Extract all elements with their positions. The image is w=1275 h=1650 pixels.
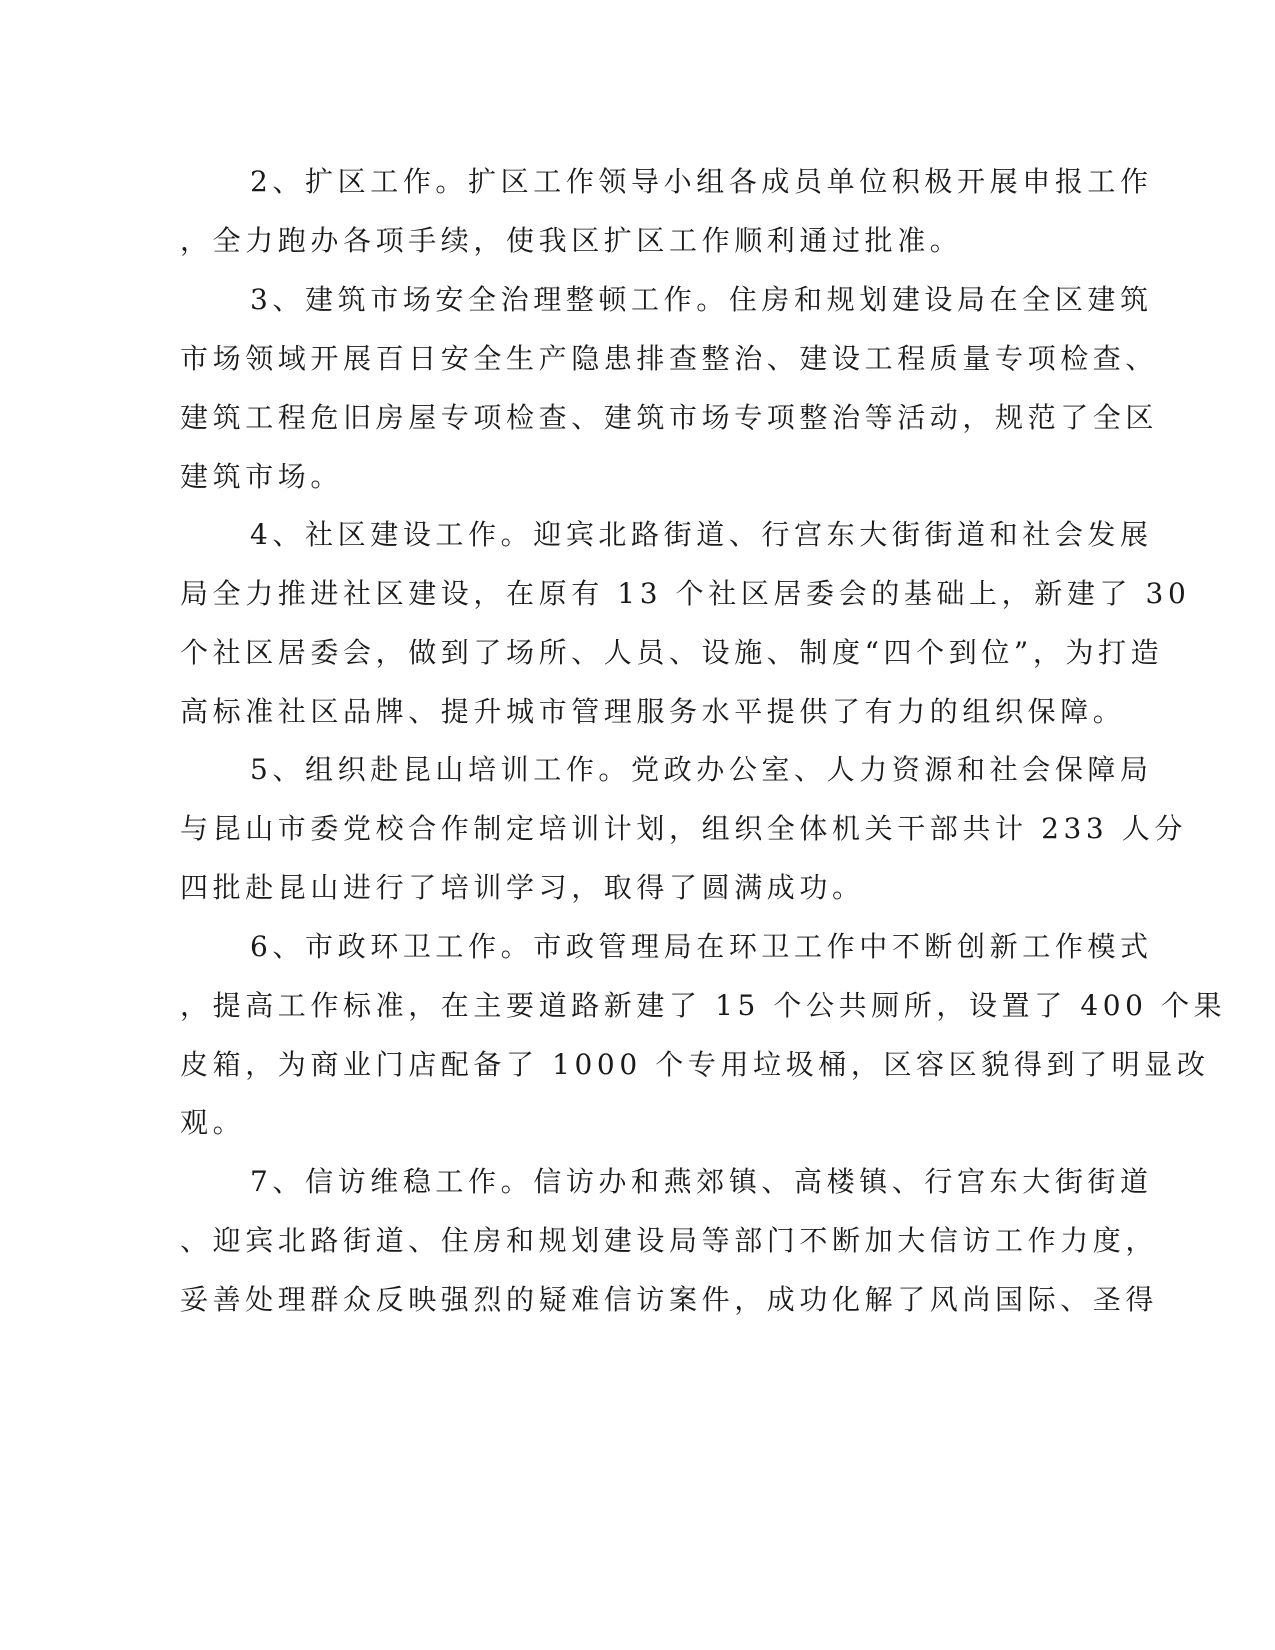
paragraph-2-line-2: ，全力跑办各项手续，使我区扩区工作顺利通过批准。 bbox=[180, 224, 963, 257]
paragraph-3-line-2: 市场领域开展百日安全生产隐患排查整治、建设工程质量专项检查、 bbox=[180, 342, 1159, 375]
paragraph-3-line-3: 建筑工程危旧房屋专项检查、建筑市场专项整治等活动，规范了全区 bbox=[180, 401, 1159, 434]
paragraph-4-line-4: 高标准社区品牌、提升城市管理服务水平提供了有力的组织保障。 bbox=[180, 695, 1126, 728]
paragraph-5-line-1: 5、组织赴昆山培训工作。党政办公室、人力资源和社会保障局 bbox=[250, 753, 1153, 786]
paragraph-7-line-3: 妥善处理群众反映强烈的疑难信访案件，成功化解了风尚国际、圣得 bbox=[180, 1283, 1159, 1316]
paragraph-6-line-3: 皮箱，为商业门店配备了 1000 个专用垃圾桶，区容区貌得到了明显改 bbox=[180, 1048, 1210, 1081]
paragraph-6-line-4: 观。 bbox=[180, 1106, 246, 1139]
paragraph-3-line-4: 建筑市场。 bbox=[180, 460, 344, 493]
paragraph-7-line-1: 7、信访维稳工作。信访办和燕郊镇、高楼镇、行宫东大街街道 bbox=[250, 1165, 1153, 1198]
paragraph-7-line-2: 、迎宾北路街道、住房和规划建设局等部门不断加大信访工作力度， bbox=[180, 1224, 1159, 1257]
paragraph-4-line-2: 局全力推进社区建设，在原有 13 个社区居委会的基础上，新建了 30 bbox=[180, 577, 1191, 610]
paragraph-5-line-3: 四批赴昆山进行了培训学习，取得了圆满成功。 bbox=[180, 871, 865, 904]
paragraph-5-line-2: 与昆山市委党校合作制定培训计划，组织全体机关干部共计 233 人分 bbox=[180, 812, 1188, 845]
paragraph-6-line-1: 6、市政环卫工作。市政管理局在环卫工作中不断创新工作模式 bbox=[250, 930, 1153, 963]
paragraph-3-line-1: 3、建筑市场安全治理整顿工作。住房和规划建设局在全区建筑 bbox=[250, 283, 1153, 316]
paragraph-4-line-3: 个社区居委会，做到了场所、人员、设施、制度“四个到位”，为打造 bbox=[180, 636, 1164, 669]
paragraph-4-line-1: 4、社区建设工作。迎宾北路街道、行宫东大街街道和社会发展 bbox=[250, 518, 1153, 551]
paragraph-2-line-1: 2、扩区工作。扩区工作领导小组各成员单位积极开展申报工作 bbox=[250, 165, 1153, 198]
paragraph-6-line-2: ，提高工作标准，在主要道路新建了 15 个公共厕所，设置了 400 个果 bbox=[180, 989, 1227, 1022]
